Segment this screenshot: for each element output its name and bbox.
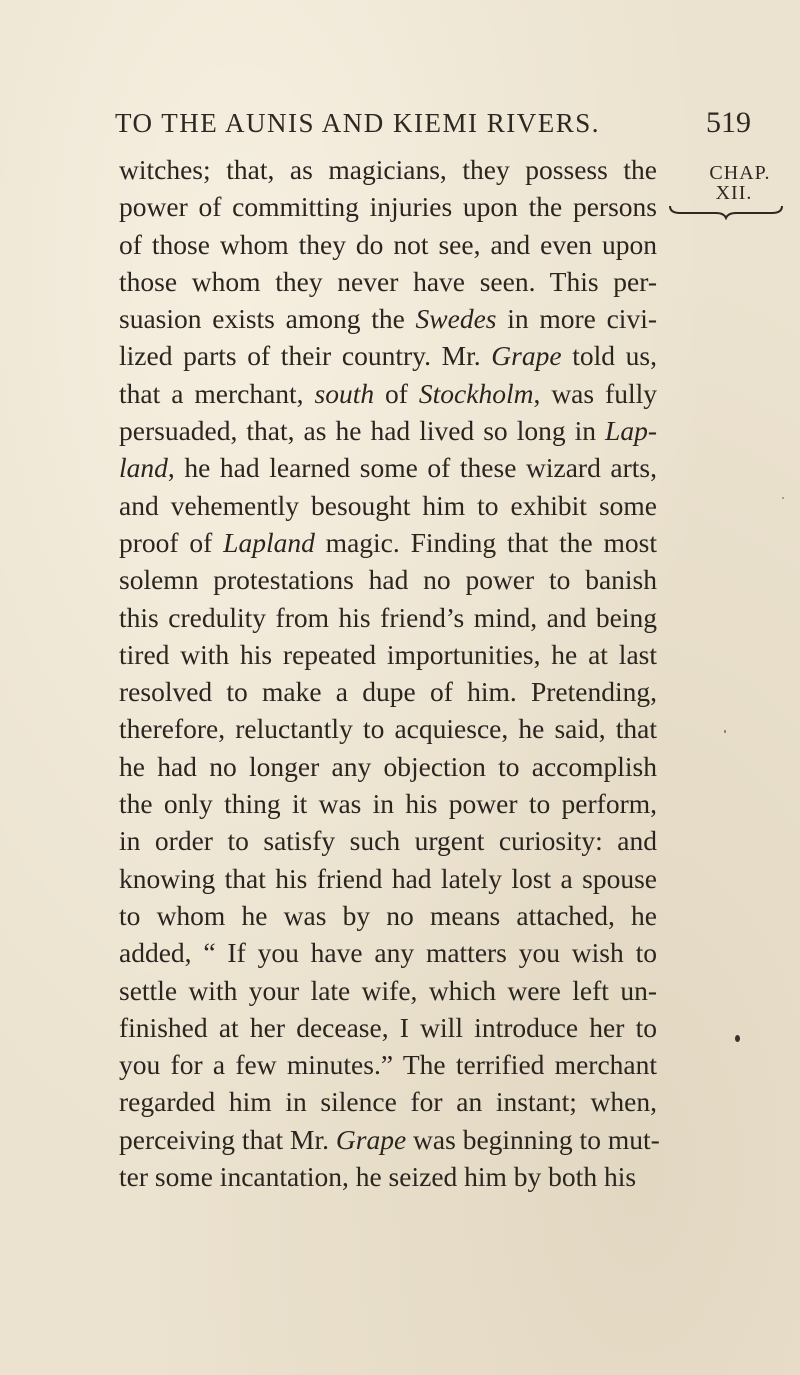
text-segment: witches; that, as magicians, they possess the: [119, 154, 657, 185]
text-line: [119, 524, 657, 561]
italic-text: Swedes: [415, 303, 497, 335]
text-line: [119, 785, 657, 822]
text-segment: was beginning to mut-: [406, 1123, 660, 1155]
page-number: 519: [706, 106, 751, 139]
text-segment: suasion exists among the: [119, 303, 416, 335]
text-segment: in order to satisfy such urgent curiosity: and: [119, 825, 657, 857]
italic-text: Grape: [335, 1123, 407, 1155]
text-segment: proof of: [119, 526, 224, 558]
text-line: [119, 300, 657, 337]
italic-text: Stockholm: [418, 377, 534, 409]
text-segment: this credulity from his friend’s mind, and being: [119, 601, 657, 633]
text-line: [119, 1009, 657, 1046]
text-line: [119, 822, 657, 859]
text-segment: to whom he was by no means attached, he: [119, 899, 657, 931]
text-segment: finished at her decease, I will introduce her to: [119, 1011, 657, 1043]
text-line: [119, 599, 657, 636]
text-segment: , was fully: [533, 377, 657, 409]
brace-icon: [666, 200, 786, 220]
text-segment: power of committing injuries upon the persons: [119, 191, 657, 223]
text-segment: regarded him in silence for an instant; when,: [119, 1086, 657, 1118]
text-line: [119, 636, 657, 673]
text-segment: added, “ If you have any matters you wish to: [119, 937, 657, 969]
text-segment: ter some incantation, he seized him by both his: [119, 1161, 637, 1193]
text-segment: persuaded, that, as he had lived so long in: [119, 415, 606, 447]
text-line: [119, 412, 657, 449]
italic-text: Grape: [491, 340, 562, 372]
text-line: [119, 375, 657, 412]
text-line: [119, 934, 657, 971]
italic-text: land: [119, 452, 168, 484]
text-segment: and vehemently besought him to exhibit some: [119, 489, 657, 521]
text-line: [119, 860, 657, 897]
text-line: [119, 263, 657, 300]
text-line: [119, 449, 657, 486]
text-segment: the only thing it was in his power to perform,: [119, 788, 657, 820]
text-line: [119, 710, 657, 747]
text-segment: solemn protestations had no power to banish: [119, 564, 657, 596]
body-text: [119, 151, 660, 1195]
italic-text: south: [314, 377, 375, 409]
text-line: [119, 748, 657, 785]
text-line: [119, 673, 657, 710]
text-segment: that a merchant,: [119, 377, 315, 409]
text-segment: magic. Finding that the most: [314, 526, 657, 558]
running-head: TO THE AUNIS AND KIEMI RIVERS.: [115, 108, 601, 138]
paper-speck: [724, 730, 726, 733]
text-line: [119, 561, 657, 598]
text-segment: settle with your late wife, which were left un-: [119, 974, 657, 1006]
text-segment: lized parts of their country. Mr.: [119, 340, 492, 372]
paper-speck: [782, 497, 784, 499]
text-line: [119, 226, 657, 263]
text-line: [119, 487, 657, 524]
italic-text: Lap-: [605, 415, 657, 447]
text-line: [119, 151, 657, 188]
text-segment: in more civi-: [496, 303, 657, 335]
text-segment: perceiving that Mr.: [119, 1123, 336, 1155]
text-segment: knowing that his friend had lately lost a spouse: [119, 862, 657, 894]
text-segment: you for a few minutes.” The terrified merchant: [119, 1049, 657, 1081]
text-segment: he had no longer any objection to accomplish: [119, 750, 657, 782]
text-segment: , he had learned some of these wizard arts,: [167, 452, 657, 484]
text-line: [119, 1158, 657, 1195]
text-line: [119, 897, 657, 934]
italic-text: Lapland: [223, 526, 315, 558]
text-segment: therefore, reluctantly to acquiesce, he said, that: [119, 713, 657, 745]
text-line: [119, 1121, 660, 1158]
text-line: [119, 337, 657, 374]
chapter-label: CHAP.: [709, 162, 771, 184]
text-segment: told us,: [561, 340, 658, 372]
text-line: [119, 188, 657, 225]
paper-speck: [735, 1035, 740, 1042]
chapter-number: XII.: [715, 182, 753, 204]
text-segment: those whom they never have seen. This per-: [119, 265, 657, 297]
text-segment: of: [374, 377, 419, 409]
text-line: [119, 1046, 657, 1083]
text-segment: of those whom they do not see, and even upon: [119, 228, 657, 260]
text-segment: tired with his repeated importunities, he at last: [119, 638, 657, 670]
text-line: [119, 972, 657, 1009]
text-segment: resolved to make a dupe of him. Pretending,: [119, 676, 657, 708]
text-line: [119, 1083, 657, 1120]
